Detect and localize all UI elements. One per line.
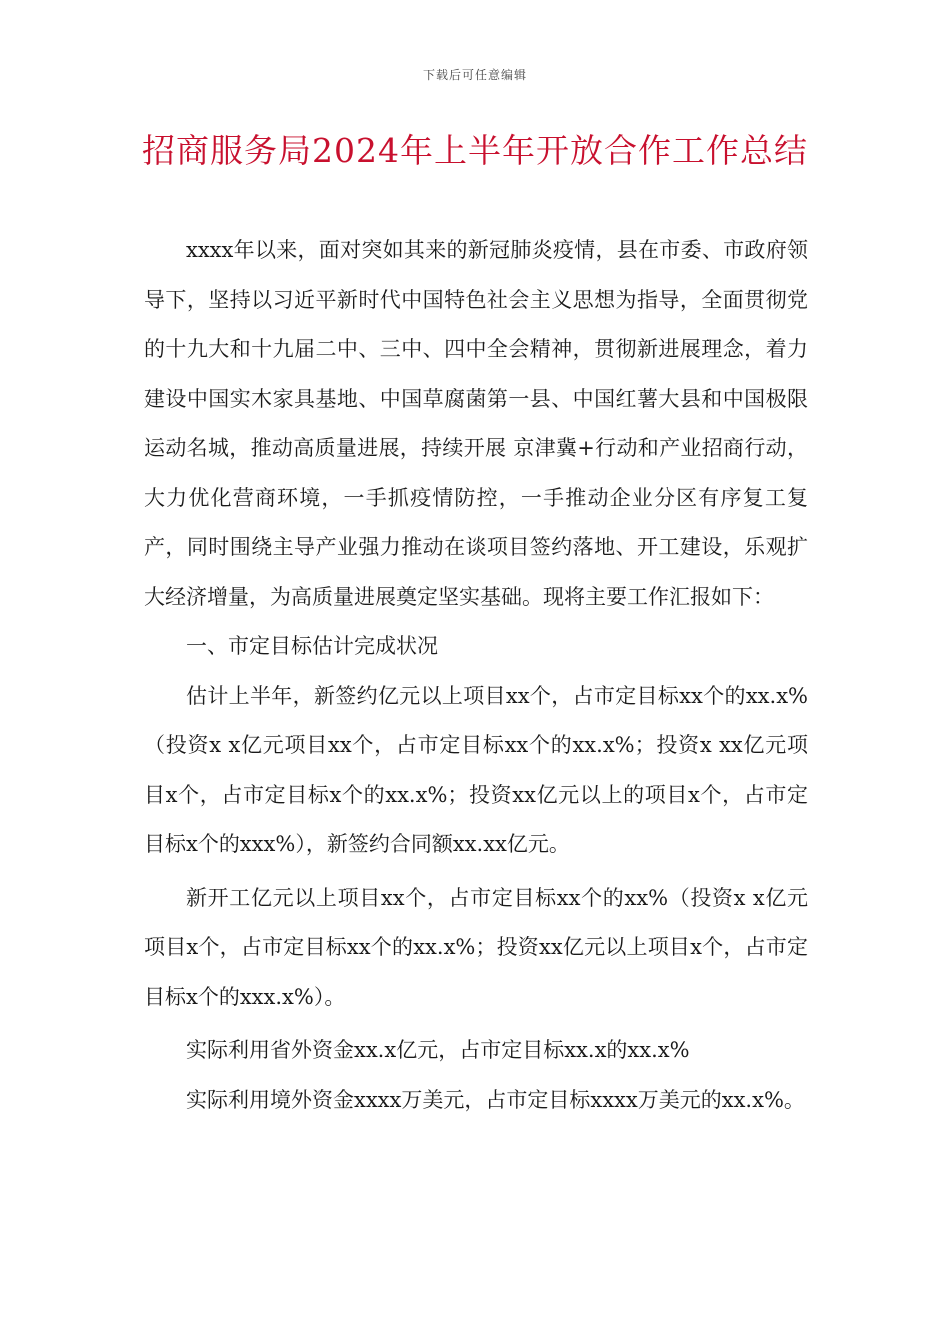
- paragraph-construction: 新开工亿元以上项目xx个，占市定目标xx个的xx%（投资x x亿元项目x个，占市定目标xx个的xx.x%；投资xx亿元以上项目x个，占市定目标x个的xxx.x%）。: [144, 885, 808, 1009]
- document-title: 招商服务局2024年上半年开放合作工作总结: [142, 131, 808, 170]
- header-note: 下载后可任意编辑: [422, 68, 527, 82]
- section-heading: 一、市定目标估计完成状况: [186, 634, 438, 658]
- paragraph-domestic-funds: 实际利用省外资金xx.x亿元，占市定目标xx.x的xx.x%: [186, 1038, 690, 1062]
- document-body: [144, 226, 808, 1125]
- paragraph-signing: 估计上半年，新签约亿元以上项目xx个，占市定目标xx个的xx.x%（投资x x亿元项目xx个，占市定目标xx个的xx.x%；投资x xx亿元项目x个，占市定目标x个的xx.x%；投资xx亿元以上的项目x个，占市定目标x个的xxx%），新签约合同额xx.xx亿元。: [144, 683, 808, 856]
- paragraph-foreign-funds: 实际利用境外资金xxxx万美元，占市定目标xxxx万美元的xx.x%。: [186, 1087, 805, 1112]
- paragraph-intro: xxxx年以来，面对突如其来的新冠肺炎疫情，县在市委、市政府领导下，坚持以习近平新时代中国特色社会主义思想为指导，全面贯彻党的十九大和十九届二中、三中、四中全会精神，贯彻新进展理念，着力建设中国实木家具基地、中国草腐菌第一县、中国红薯大县和中国极限运动名城，推动高质量进展，持续开展 京津冀+行动和产业招商行动，大力优化营商环境，一手抓疫情防控，一手推动企业分区有序复工复产，同时围绕主导产业强力推动在谈项目签约落地、开工建设，乐观扩大经济增量，为高质量进展奠定坚实基础。现将主要工作汇报如下：: [144, 238, 808, 609]
